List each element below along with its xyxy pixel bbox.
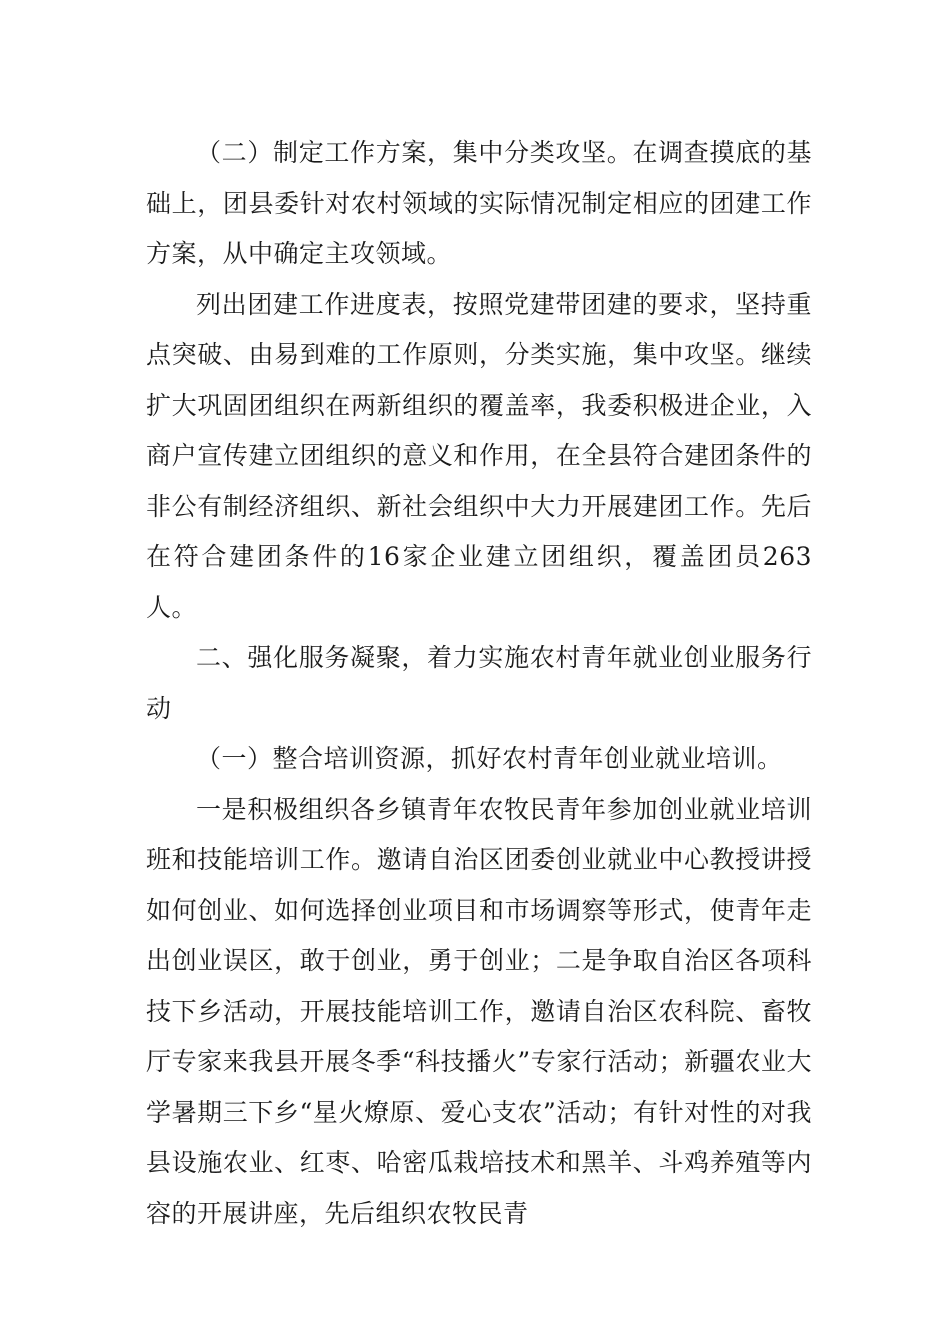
paragraph-training-details: 一是积极组织各乡镇青年农牧民青年参加创业就业培训班和技能培训工作。邀请自治区团委创业就业中心教授讲授如何创业、如何选择创业项目和市场调察等形式，使青年走出创业误区，敢于创业，勇于创业；二是争取自治区各项科技下乡活动，开展技能培训工作，邀请自治区农科院、畜牧厅专家来我县开展冬季“科技播火”专家行活动；新疆农业大学暑期三下乡“星火燎原、爱心支农”活动；有针对性的对我县设施农业、红枣、哈密瓜栽培技术和黑羊、斗鸡养殖等内容的开展讲座，先后组织农牧民青 <box>146 794 812 1228</box>
paragraph-work-plan: （二）制定工作方案，集中分类攻坚。在调查摸底的基础上，团县委针对农村领域的实际情况制定相应的团建工作方案，从中确定主攻领域。 <box>146 138 812 268</box>
subsection-heading-training: （一）整合培训资源，抓好农村青年创业就业培训。 <box>196 744 783 773</box>
section-heading-service: 二、强化服务凝聚，着力实施农村青年就业创业服务行动 <box>146 643 812 723</box>
document-body <box>146 128 812 1239</box>
paragraph-progress-table: 列出团建工作进度表，按照党建带团建的要求，坚持重点突破、由易到难的工作原则，分类实施，集中攻坚。继续扩大巩固团组织在两新组织的覆盖率，我委积极进企业，入商户宣传建立团组织的意义和作用，在全县符合建团条件的非公有制经济组织、新社会组织中大力开展建团工作。先后在符合建团条件的16家企业建立团组织，覆盖团员263人。 <box>146 289 812 622</box>
